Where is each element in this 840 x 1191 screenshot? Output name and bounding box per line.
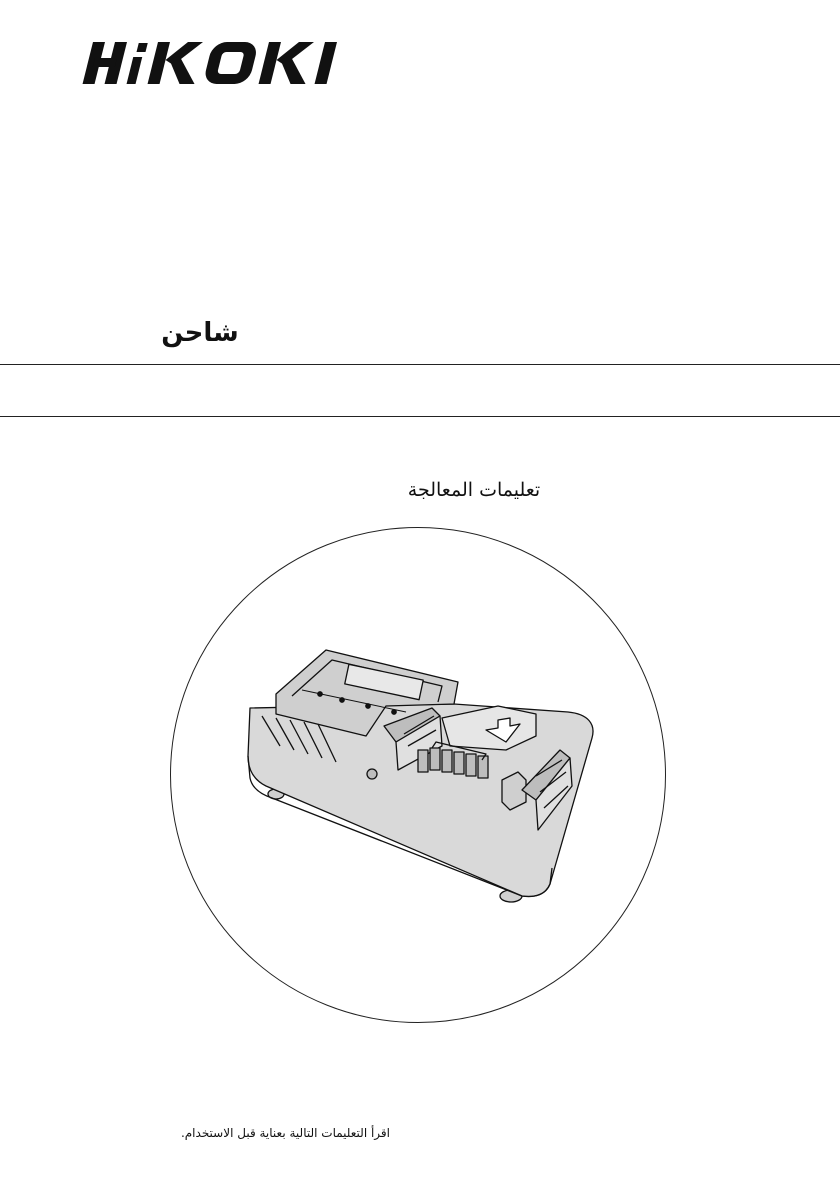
- hikoki-logo: [80, 38, 355, 86]
- document-subtitle: تعليمات المعالجة: [407, 479, 541, 501]
- top-divider: [0, 364, 840, 365]
- document-title: شاحن: [161, 318, 239, 348]
- bottom-divider: [0, 416, 840, 417]
- charger-illustration: [236, 646, 602, 908]
- footer-note: اقرأ التعليمات التالية بعناية قبل الاستخدام.: [180, 1126, 390, 1140]
